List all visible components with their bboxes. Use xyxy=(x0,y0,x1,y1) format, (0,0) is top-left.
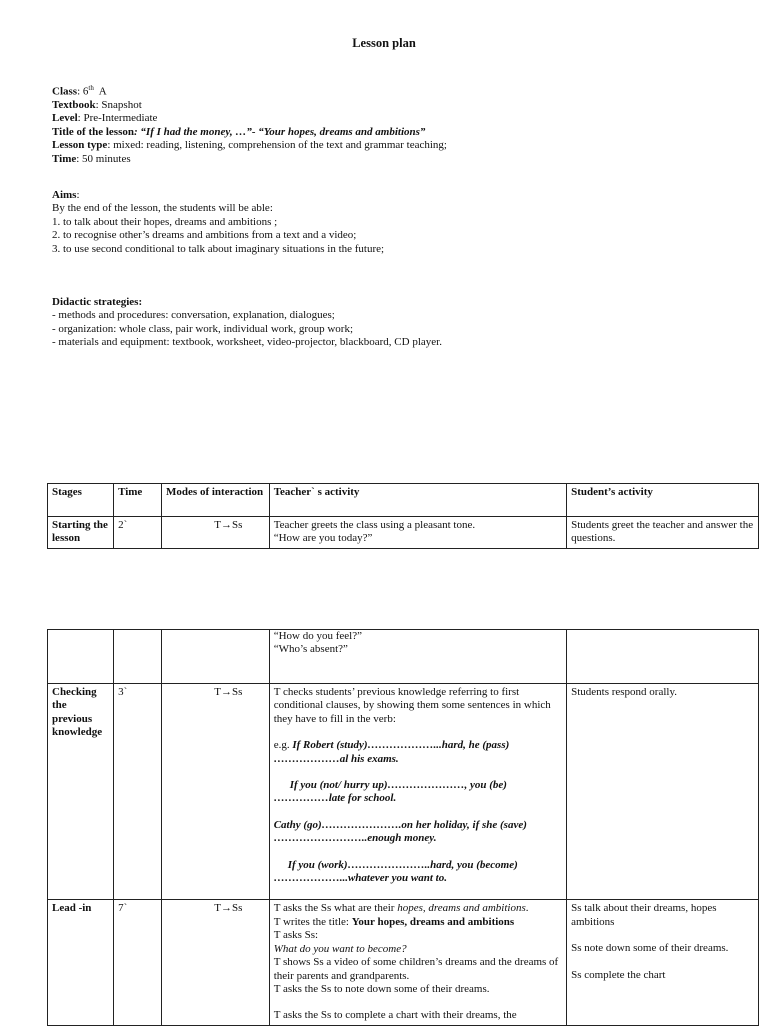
teacher-cell: T asks the Ss what are their hopes, dreams and ambitions. T writes the title: Your hopes, dreams and ambitions T asks Ss: What do you want to become? T shows Ss a video of some children’s dreams and the dreams of their parents and grandparents. T asks the Ss to note down some of their dreams. T asks the Ss to complete a chart with their dreams, the xyxy=(269,900,566,1025)
aim-item: 1. to talk about their hopes, dreams and ambitions ; xyxy=(52,215,278,228)
aims-section: Aims: By the end of the lesson, the students will be able: 1. to talk about their hopes, dreams and ambitions ; 2. to recognise other’s dreams and ambitions from a text and a video; 3. to use second conditional to talk about imaginary situations in the future; xyxy=(52,189,385,255)
page-title: Lesson plan xyxy=(352,36,416,50)
mode-cell: T→Ss xyxy=(162,517,270,549)
aim-item: 2. to recognise other’s dreams and ambitions from a text and a video; xyxy=(52,229,357,242)
level-line: Level: Pre-Intermediate xyxy=(52,112,158,125)
didactic-item: - methods and procedures: conversation, explanation, dialogues; xyxy=(52,309,335,322)
student-cell: Students respond orally. xyxy=(567,684,759,900)
header-modes: Modes of interaction xyxy=(166,486,264,498)
aims-heading: Aims xyxy=(52,189,77,201)
stage-cell: Starting the lesson xyxy=(52,519,108,545)
lesson-info xyxy=(52,82,447,166)
lesson-title-line: Title of the lesson: “If I had the money, …”- “Your hopes, dreams and ambitions” xyxy=(52,125,426,138)
teacher-cell: Teacher greets the class using a pleasant tone. “How are you today?” xyxy=(269,517,566,549)
didactic-heading: Didactic strategies: xyxy=(52,296,143,308)
lesson-table-continued xyxy=(47,629,759,1026)
lesson-type-line: Lesson type: mixed: reading, listening, comprehension of the text and grammar teaching; xyxy=(52,139,447,152)
stage-cell: Checking the previous knowledge xyxy=(52,686,103,739)
stage-cell: Lead -in xyxy=(52,902,92,915)
table-header-row xyxy=(48,484,759,517)
header-time: Time xyxy=(118,486,143,498)
header-stages: Stages xyxy=(52,486,82,498)
time-cell: 2` xyxy=(114,517,162,549)
class-line: Class: 6th A xyxy=(52,84,107,98)
time-line: Time: 50 minutes xyxy=(52,152,131,165)
student-cell: Ss talk about their dreams, hopes ambitions Ss note down some of their dreams. Ss complete the chart xyxy=(567,900,759,1025)
textbook-line: Textbook: Snapshot xyxy=(52,99,142,112)
mode-cell: T→Ss xyxy=(162,900,270,1025)
time-cell: 3` xyxy=(114,684,162,900)
teacher-cell: “How do you feel?” “Who’s absent?” xyxy=(269,630,566,684)
mode-cell: T→Ss xyxy=(162,684,270,900)
lesson-table-top xyxy=(47,483,759,549)
time-cell: 7` xyxy=(114,900,162,1025)
didactic-item: - materials and equipment: textbook, worksheet, video-projector, blackboard, CD player. xyxy=(52,336,442,349)
table-row xyxy=(48,630,759,684)
student-cell: Students greet the teacher and answer the questions. xyxy=(567,517,759,549)
didactic-section xyxy=(52,296,442,350)
didactic-item: - organization: whole class, pair work, individual work, group work; xyxy=(52,322,354,335)
table-row xyxy=(48,517,759,549)
table-row xyxy=(48,900,759,1025)
aims-intro: By the end of the lesson, the students will be able: xyxy=(52,202,273,215)
header-student: Student’s activity xyxy=(571,486,653,498)
aim-item: 3. to use second conditional to talk about imaginary situations in the future; xyxy=(52,242,385,255)
table-row xyxy=(48,684,759,900)
teacher-cell: T checks students’ previous knowledge referring to first conditional clauses, by showing them some sentences in which they have to fill in the verb: e.g. If Robert (study)………………...hard, he (pass) ………………al his exams. If you (not/ hurry up)…………………, you (be) ……………late for school. Cathy (go)………………….on her holiday, if she (save) ……………………..enough money. If you (work)…………………..hard, you (become) ………………...whatever you want to. xyxy=(269,684,566,900)
header-teacher: Teacher` s activity xyxy=(273,486,360,498)
